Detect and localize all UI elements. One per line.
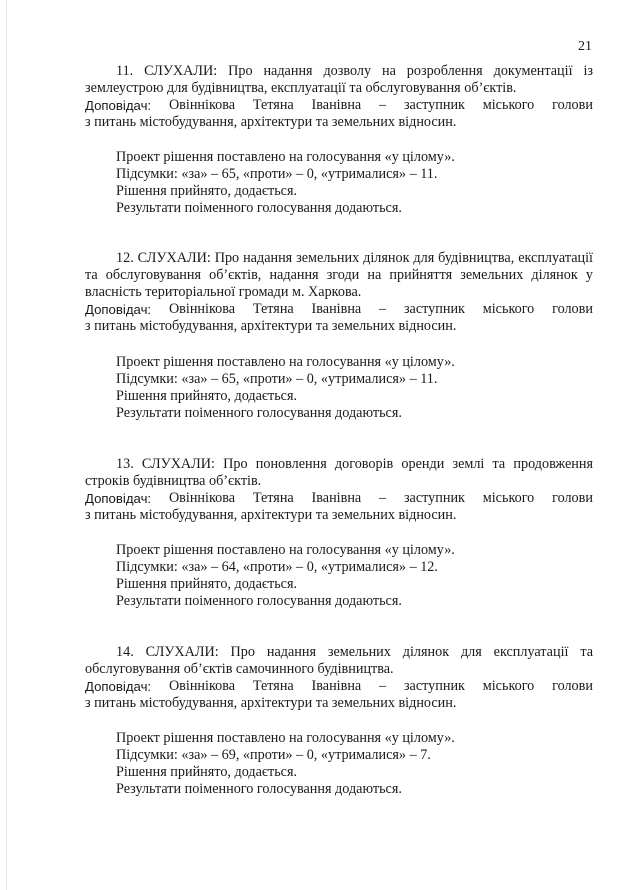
agenda-item-12 — [85, 250, 593, 422]
speaker-word: – — [379, 490, 387, 506]
decision-status: Рішення прийнято, додається. — [116, 764, 298, 780]
vote-status: Проект рішення поставлено на голосування «у цілому». — [116, 354, 455, 370]
item-heading: 11. СЛУХАЛИ: Про надання дозволу на розроблення документації із землеустрою для будівництва, експлуатації та обслуговування об’єктів. — [85, 63, 593, 96]
speaker-word: голови — [552, 301, 593, 317]
vote-totals: Підсумки: «за» – 69, «проти» – 0, «утрималися» – 7. — [116, 747, 431, 763]
roll-call-note: Результати поіменного голосування додаються. — [116, 781, 402, 797]
decision-status: Рішення прийнято, додається. — [116, 388, 298, 404]
roll-call-note: Результати поіменного голосування додаються. — [116, 200, 402, 216]
speaker-word: Іванівна — [311, 301, 362, 317]
speaker-word: заступник — [403, 678, 465, 694]
speaker-word: міського — [482, 97, 535, 113]
speaker-word: Іванівна — [311, 97, 362, 113]
agenda-item-13 — [85, 456, 593, 610]
speaker-position: з питань містобудування, архітектури та земельних відносин. — [85, 114, 457, 130]
speaker-line — [85, 490, 593, 507]
roll-call-note: Результати поіменного голосування додаються. — [116, 405, 402, 421]
speaker-line — [85, 301, 593, 318]
vote-status: Проект рішення поставлено на голосування «у цілому». — [116, 542, 455, 558]
speaker-word: заступник — [403, 97, 465, 113]
scan-edge-line — [6, 0, 7, 890]
roll-call-note: Результати поіменного голосування додаються. — [116, 593, 402, 609]
decision-status: Рішення прийнято, додається. — [116, 576, 298, 592]
speaker-word: заступник — [403, 490, 465, 506]
speaker-label: Доповідач: — [85, 302, 152, 317]
vote-status: Проект рішення поставлено на голосування «у цілому». — [116, 730, 455, 746]
speaker-word: – — [379, 97, 387, 113]
speaker-word: Овіннікова — [168, 97, 236, 113]
speaker-word: – — [379, 678, 387, 694]
speaker-word: Овіннікова — [168, 301, 236, 317]
vote-totals: Підсумки: «за» – 64, «проти» – 0, «утрималися» – 12. — [116, 559, 438, 575]
speaker-word: Овіннікова — [168, 678, 236, 694]
speaker-word: голови — [552, 490, 593, 506]
speaker-word: Овіннікова — [168, 490, 236, 506]
agenda-item-14 — [85, 644, 593, 798]
vote-results — [85, 542, 593, 610]
speaker-label: Доповідач: — [85, 491, 152, 506]
page-number: 21 — [578, 39, 592, 54]
speaker-label: Доповідач: — [85, 98, 152, 113]
speaker-word: міського — [482, 678, 535, 694]
vote-results — [85, 354, 593, 422]
speaker-word: Тетяна — [252, 97, 294, 113]
speaker-word: Тетяна — [252, 301, 294, 317]
speaker-word: голови — [552, 97, 593, 113]
speaker-position: з питань містобудування, архітектури та земельних відносин. — [85, 695, 457, 711]
speaker-word: Тетяна — [252, 678, 294, 694]
vote-totals: Підсумки: «за» – 65, «проти» – 0, «утрималися» – 11. — [116, 371, 438, 387]
speaker-word: – — [379, 301, 387, 317]
speaker-word: міського — [482, 490, 535, 506]
vote-totals: Підсумки: «за» – 65, «проти» – 0, «утрималися» – 11. — [116, 166, 438, 182]
agenda-item-11 — [85, 63, 593, 217]
vote-results — [85, 730, 593, 798]
decision-status: Рішення прийнято, додається. — [116, 183, 298, 199]
vote-results — [85, 149, 593, 217]
speaker-position: з питань містобудування, архітектури та земельних відносин. — [85, 507, 457, 523]
vote-status: Проект рішення поставлено на голосування «у цілому». — [116, 149, 455, 165]
speaker-word: міського — [482, 301, 535, 317]
speaker-line — [85, 678, 593, 695]
speaker-label: Доповідач: — [85, 679, 152, 694]
speaker-word: Іванівна — [311, 490, 362, 506]
item-heading: 14. СЛУХАЛИ: Про надання земельних ділянок для експлуатації та обслуговування об’єктів самочинного будівництва. — [85, 644, 593, 677]
speaker-word: Іванівна — [311, 678, 362, 694]
speaker-word: Тетяна — [252, 490, 294, 506]
speaker-word: голови — [552, 678, 593, 694]
item-heading: 12. СЛУХАЛИ: Про надання земельних ділянок для будівництва, експлуатації та обслуговування об’єктів, надання згоди на прийняття земельних ділянок у власність територіальної громади м. Харкова. — [85, 250, 593, 300]
speaker-line — [85, 97, 593, 114]
speaker-position: з питань містобудування, архітектури та земельних відносин. — [85, 318, 457, 334]
speaker-word: заступник — [403, 301, 465, 317]
item-heading: 13. СЛУХАЛИ: Про поновлення договорів оренди землі та продовження строків будівництва об’єктів. — [85, 456, 593, 489]
